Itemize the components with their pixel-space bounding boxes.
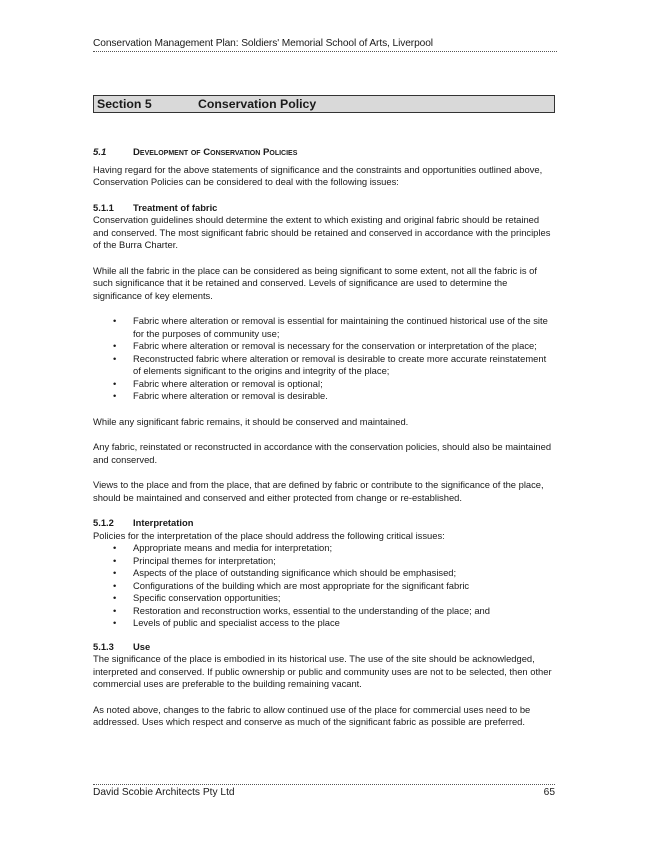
heading-title: Interpretation xyxy=(133,517,194,528)
list-item: • Fabric where alteration or removal is essential for maintaining the continued historical use of the site for the purposes of community use; xyxy=(113,315,548,339)
list-item: • Aspects of the place of outstanding significance which should be emphasised; xyxy=(113,567,457,578)
paragraph: Policies for the interpretation of the place should address the following critical issues: xyxy=(93,529,445,541)
paragraph: While any significant fabric remains, it should be conserved and maintained. xyxy=(93,415,409,427)
list-item: • Configurations of the building which are most appropriate for the significant fabric xyxy=(113,579,470,591)
bullet-icon: • xyxy=(113,390,117,401)
bullet-icon: • xyxy=(113,542,117,553)
running-footer xyxy=(93,784,555,798)
list-item: • Fabric where alteration or removal is optional; xyxy=(113,377,323,389)
list-item: • Fabric where alteration or removal is desirable. xyxy=(113,390,328,401)
paragraph: The significance of the place is embodied in its historical use. The use of the site should be acknowledged, interpreted and conserved. If public ownership or public and community uses are not to be selected, then other commercial uses are preferable to the building remaining vacant. xyxy=(93,653,552,689)
heading-5-1-1 xyxy=(93,202,553,215)
bullet-icon: • xyxy=(113,340,117,351)
bullet-icon: • xyxy=(113,617,117,628)
heading-title: Treatment of fabric xyxy=(133,201,218,213)
paragraph: While all the fabric in the place can be considered as being significant to some extent, not all the fabric is of such significance that it be retained and conserved. Levels of significance are used to determine the significance of key elements. xyxy=(93,264,537,301)
running-header: Conservation Management Plan: Soldiers' Memorial School of Arts, Liverpool xyxy=(93,38,557,52)
paragraph: Conservation guidelines should determine the extent to which existing and original fabric should be retained and conserved. The most significant fabric should be retained and conserved in accordance with the principles of the Burra Charter. xyxy=(93,214,551,250)
paragraph: Any fabric, reinstated or reconstructed in accordance with the conservation policies, should also be maintained and conserved. xyxy=(93,441,552,465)
document-body xyxy=(93,147,553,742)
heading-number: 5.1.2 xyxy=(93,517,114,528)
list-item: • Reconstructed fabric where alteration or removal is desirable to create more accurate reinstatement of elements significant to the origins and integrity of the place; xyxy=(113,352,547,376)
interpretation-bullet-list xyxy=(93,542,553,630)
fabric-bullet-list xyxy=(93,315,553,403)
footer-company: David Scobie Architects Pty Ltd xyxy=(93,787,235,798)
heading-5-1-3 xyxy=(93,641,553,654)
list-item: • Appropriate means and media for interpretation; xyxy=(113,542,333,553)
heading-title: Development of Conservation Policies xyxy=(133,147,298,158)
section-title: Conservation Policy xyxy=(198,97,317,111)
list-item: • Restoration and reconstruction works, essential to the understanding of the place; and xyxy=(113,604,490,616)
heading-number: 5.1.1 xyxy=(93,201,114,213)
section-number: Section 5 xyxy=(97,97,152,111)
heading-5-1 xyxy=(93,147,553,160)
bullet-icon: • xyxy=(113,567,117,578)
bullet-icon: • xyxy=(113,377,117,389)
bullet-icon: • xyxy=(113,352,117,364)
heading-5-1-2 xyxy=(93,517,553,530)
heading-number: 5.1 xyxy=(93,147,107,158)
page-number: 65 xyxy=(543,787,555,798)
bullet-icon: • xyxy=(113,554,117,566)
paragraph: As noted above, changes to the fabric to allow continued use of the place for commercial uses need to be addressed. Uses which respect and conserve as much of the significant fabric as possible are preferred. xyxy=(93,703,531,727)
heading-number: 5.1.3 xyxy=(93,640,114,652)
list-item: • Specific conservation opportunities; xyxy=(113,592,281,603)
bullet-icon: • xyxy=(113,579,117,591)
list-item: • Levels of public and specialist access to the place xyxy=(113,617,340,628)
bullet-icon: • xyxy=(113,315,117,326)
paragraph: Having regard for the above statements of significance and the constraints and opportunities outlined above, Conservation Policies can be considered to deal with the following issues: xyxy=(93,163,543,187)
paragraph: Views to the place and from the place, that are defined by fabric or contribute to the significance of the place, should be maintained and conserved and either protected from change or re-established. xyxy=(93,479,544,503)
heading-title: Use xyxy=(133,640,151,652)
section-heading-bar xyxy=(93,95,555,113)
list-item: • Fabric where alteration or removal is necessary for the conservation or interpretation of the place; xyxy=(113,340,537,351)
bullet-icon: • xyxy=(113,604,117,616)
list-item: • Principal themes for interpretation; xyxy=(113,554,276,566)
bullet-icon: • xyxy=(113,592,117,603)
